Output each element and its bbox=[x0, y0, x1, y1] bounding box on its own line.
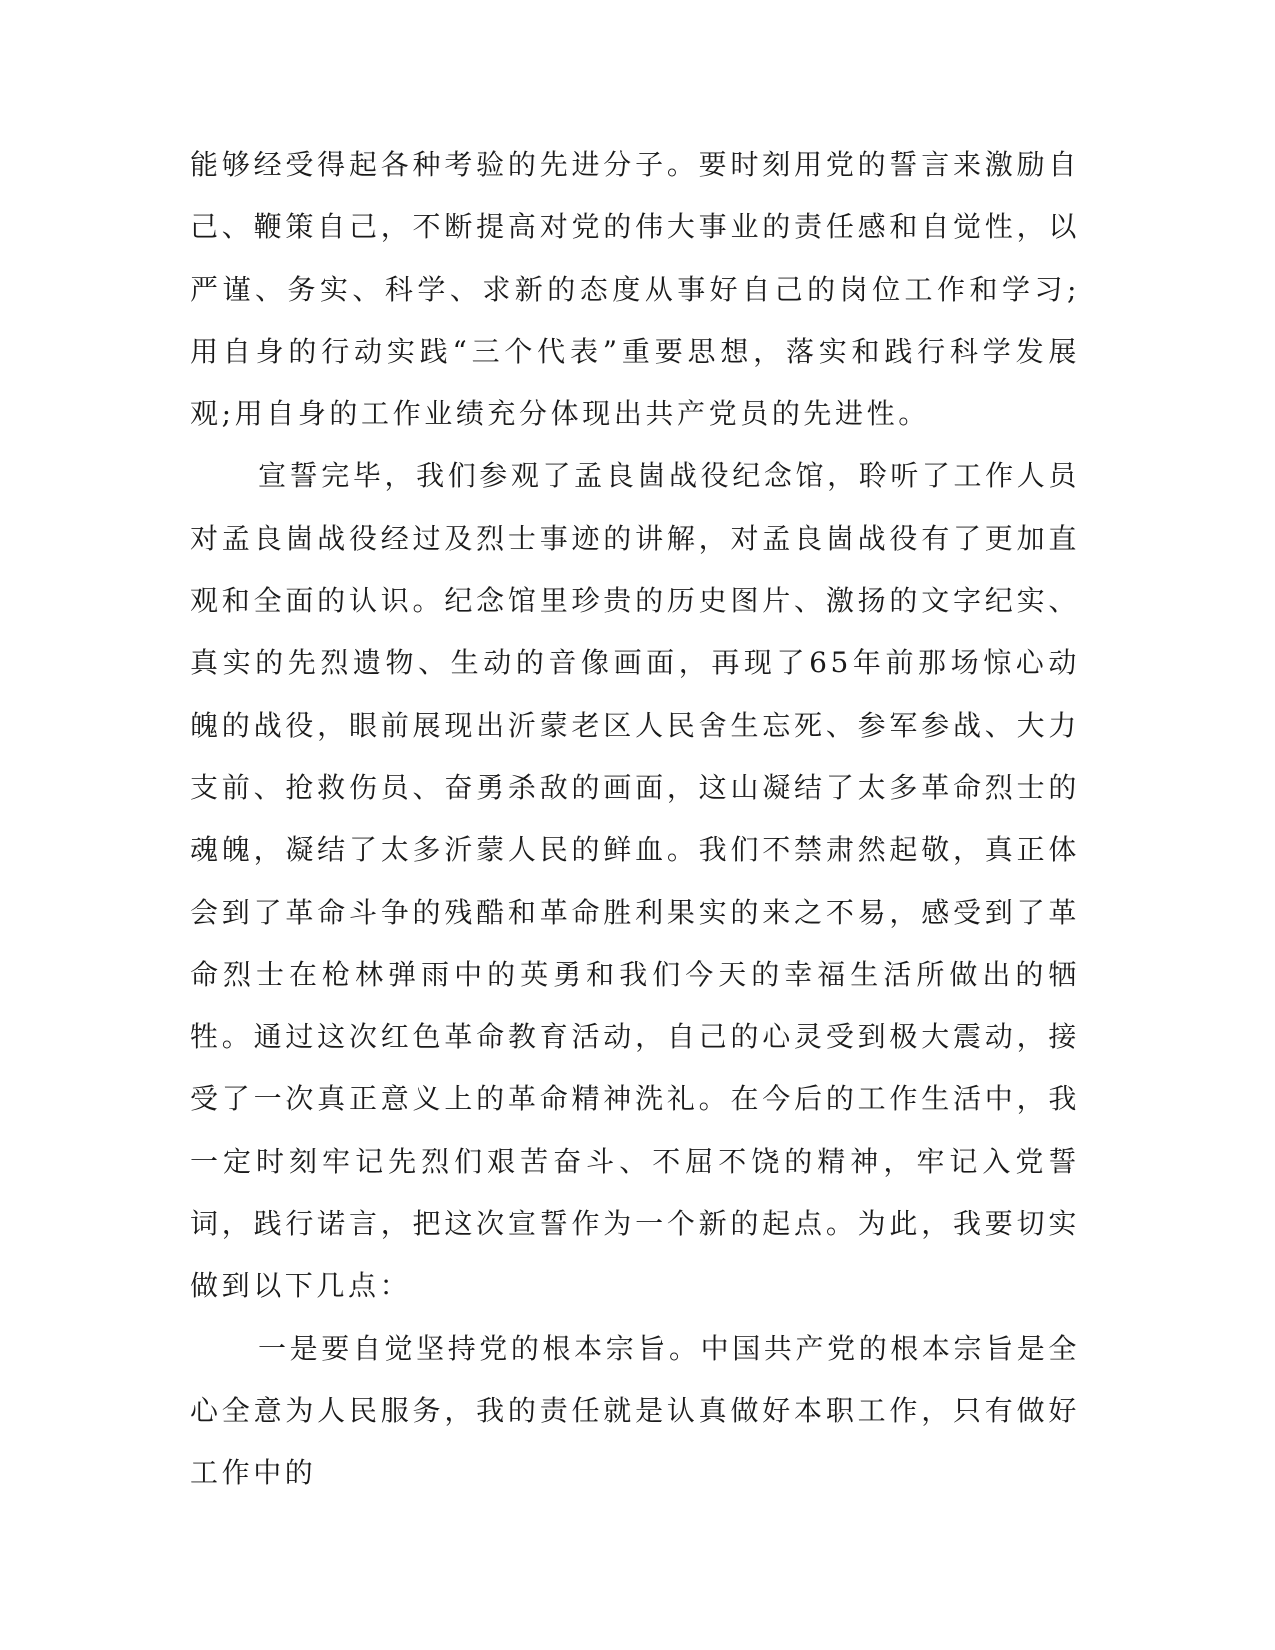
body-text bbox=[190, 134, 1080, 1505]
paragraph-continued: 能够经受得起各种考验的先进分子。要时刻用党的誓言来激励自己、鞭策自己，不断提高对党的伟大事业的责任感和自觉性，以严谨、务实、科学、求新的态度从事好自己的岗位工作和学习;用自身的行动实践“三个代表”重要思想，落实和践行科学发展观;用自身的工作业绩充分体现出共产党员的先进性。 bbox=[190, 148, 1080, 431]
paragraph-visit: 宣誓完毕，我们参观了孟良崮战役纪念馆，聆听了工作人员对孟良崮战役经过及烈士事迹的讲解，对孟良崮战役有了更加直观和全面的认识。纪念馆里珍贵的历史图片、激扬的文字纪实、真实的先烈遗物、生动的音像画面，再现了65年前那场惊心动魄的战役，眼前展现出沂蒙老区人民舍生忘死、参军参战、大力支前、抢救伤员、奋勇杀敌的画面，这山凝结了太多革命烈士的魂魄，凝结了太多沂蒙人民的鲜血。我们不禁肃然起敬，真正体会到了革命斗争的残酷和革命胜利果实的来之不易，感受到了革命烈士在枪林弹雨中的英勇和我们今天的幸福生活所做出的牺牲。通过这次红色革命教育活动，自己的心灵受到极大震动，接受了一次真正意义上的革命精神洗礼。在今后的工作生活中，我一定时刻牢记先烈们艰苦奋斗、不屈不饶的精神，牢记入党誓词，践行诺言，把这次宣誓作为一个新的起点。为此，我要切实做到以下几点： bbox=[190, 459, 1080, 1303]
paragraph-point-one: 一是要自觉坚持党的根本宗旨。中国共产党的根本宗旨是全心全意为人民服务，我的责任就是认真做好本职工作，只有做好工作中的 bbox=[190, 1331, 1080, 1490]
